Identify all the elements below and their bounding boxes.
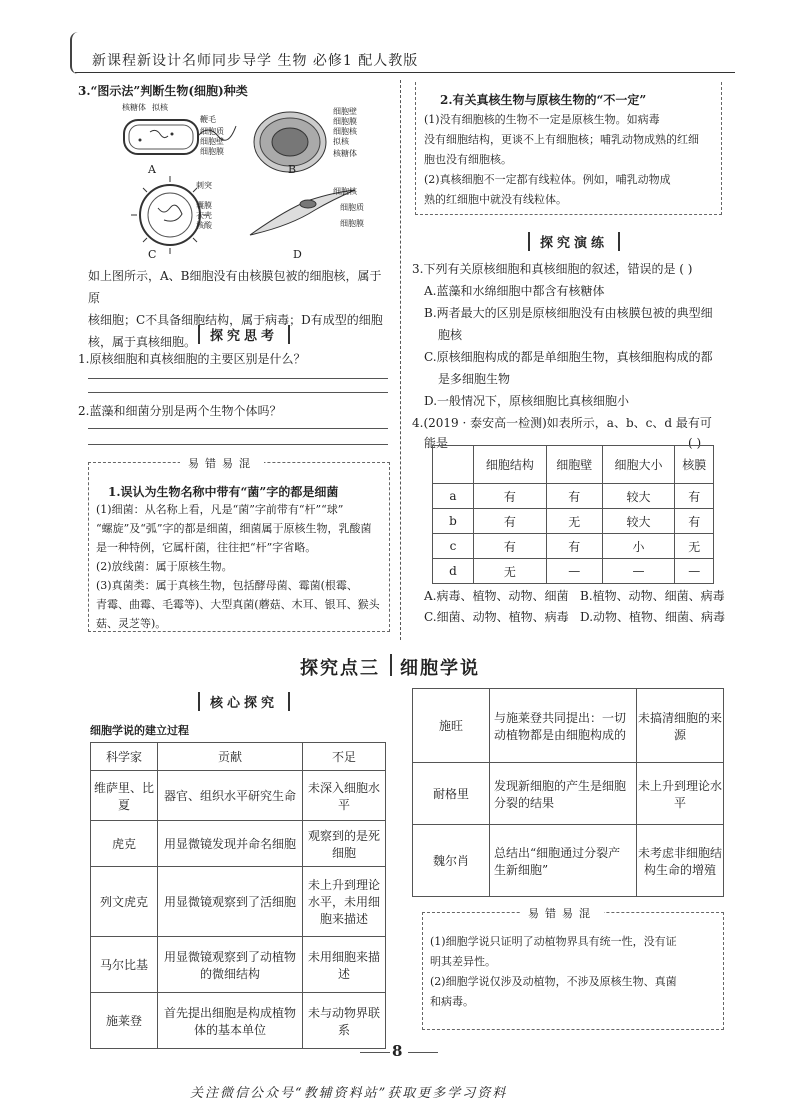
mistake-label-left: 易错易混 — [180, 455, 264, 471]
history-th-scientist: 科学家 — [91, 743, 158, 771]
q4-cell: 无 — [546, 509, 602, 534]
q4-option-a[interactable]: A.病毒、植物、动物、细菌 — [424, 589, 569, 603]
q4-table-header-row — [433, 446, 714, 484]
section3-title-right: 细胞学说 — [400, 658, 480, 679]
core-section-title: 核心探究 — [198, 692, 290, 711]
history-cell: 未上升到理论水平，未用细胞来描述 — [303, 867, 386, 937]
q3-option-d[interactable]: D.一般情况下，原核细胞比真核细胞小 — [424, 394, 630, 408]
history-cell: 用显微镜发现并命名细胞 — [158, 821, 303, 867]
history-cell: 马尔比基 — [91, 937, 158, 993]
page-number-rule-right — [408, 1052, 438, 1053]
q4-cell: 有 — [546, 534, 602, 559]
mistake-left-line-6: 青霉、曲霉、毛霉等)、大型真菌(蘑菇、木耳、银耳、猴头 — [96, 598, 380, 611]
cell-type-figure — [110, 100, 360, 260]
table-row — [433, 484, 714, 509]
fig-a-label-cellwall: 细胞壁 — [200, 137, 224, 146]
fig-d-label-membrane: 细胞膜 — [340, 219, 364, 228]
table-row — [433, 509, 714, 534]
q4-th-1: 细胞结构 — [474, 446, 547, 484]
q4-cell: 有 — [474, 534, 547, 559]
history-cell: 耐格里 — [413, 763, 490, 825]
history-cell: 未考虑非细胞结构生命的增殖 — [637, 825, 724, 897]
section3-title-divider — [390, 654, 392, 676]
table-row — [413, 689, 724, 763]
mistake-right-line-1: (1)细胞学说只证明了动植物界具有统一性，没有证 — [430, 935, 677, 948]
table-row — [433, 534, 714, 559]
q3-option-c-cont: 是多细胞生物 — [438, 372, 511, 386]
history-cell: 器官、组织水平研究生命 — [158, 771, 303, 821]
notsure-line-5: 熟的红细胞中就没有线粒体。 — [424, 193, 567, 206]
mistake-left-line-1: (1)细菌：从名称上看，凡是“菌”字前带有“杆”“球” — [96, 503, 344, 516]
history-cell: 与施莱登共同提出：一切动植物都是由细胞构成的 — [490, 689, 637, 763]
notsure-heading: 2.有关真核生物与原核生物的“不一定” — [440, 93, 647, 107]
notsure-line-2: 没有细胞结构，更谈不上有细胞核；哺乳动物成熟的红细 — [424, 133, 699, 146]
answer-line-2[interactable] — [88, 392, 388, 393]
fig-a-label-ribosome: 核糖体 — [122, 103, 146, 112]
history-cell: 发现新细胞的产生是细胞分裂的结果 — [490, 763, 637, 825]
fig-b-label-nucleus: 细胞核 — [333, 127, 357, 136]
q4-option-b[interactable]: B.植物、动物、细菌、病毒 — [580, 589, 725, 603]
notsure-body — [424, 110, 714, 210]
notsure-line-1: (1)没有细胞核的生物不一定是原核生物。如病毒 — [424, 113, 660, 126]
footer-promo: 关注微信公众号“教辅资料站”获取更多学习资料 — [190, 1086, 508, 1101]
q3-option-c[interactable]: C.原核细胞构成的都是单细胞生物，真核细胞构成的都 — [424, 350, 713, 364]
history-header-row — [91, 743, 386, 771]
q4-th-2: 细胞壁 — [546, 446, 602, 484]
mistake-left-line-3: 是一种特例，它属杆菌，往往把“杆”字省略。 — [96, 541, 317, 554]
notsure-line-3: 胞也没有细胞核。 — [424, 153, 512, 166]
fig-b-label-wall: 细胞壁 — [333, 107, 357, 116]
answer-line-3[interactable] — [88, 428, 388, 429]
table-row — [91, 993, 386, 1049]
fig-d-label-cytoplasm: 细胞质 — [340, 203, 364, 212]
q3-option-b-cont: 胞核 — [438, 328, 463, 342]
notsure-line-4: (2)真核细胞不一定都有线粒体。例如，哺乳动物成 — [424, 173, 671, 186]
mistake-left-line-4: (2)放线菌：属于原核生物。 — [96, 560, 233, 573]
history-th-shortcoming: 不足 — [303, 743, 386, 771]
think-question-1: 1.原核细胞和真核细胞的主要区别是什么？ — [78, 352, 306, 366]
mistake-right-line-3: (2)细胞学说仅涉及动植物，不涉及原核生物、真菌 — [430, 975, 677, 988]
fig-label-A: A — [148, 163, 156, 176]
history-table-continued — [412, 688, 724, 897]
q3-option-b[interactable]: B.两者最大的区别是原核细胞没有由核膜包被的典型细 — [424, 306, 713, 320]
fig-a-label-flagellum: 鞭毛 — [200, 115, 216, 124]
q4-cell: b — [433, 509, 474, 534]
mistake-body-right — [430, 932, 720, 1012]
mistake-left-line-7: 菇、灵芝等)。 — [96, 617, 167, 630]
q4-answer-paren[interactable]: ( ) — [688, 436, 702, 450]
q4-cell: 有 — [675, 484, 714, 509]
fig-b-label-nucleoid: 拟核 — [333, 137, 349, 146]
history-cell: 总结出“细胞通过分裂产生新细胞” — [490, 825, 637, 897]
history-table — [90, 742, 386, 1049]
column-divider — [400, 80, 401, 640]
history-cell: 维萨里、比夏 — [91, 771, 158, 821]
header-brace — [70, 32, 82, 74]
fig-b-label-membrane: 细胞膜 — [333, 117, 357, 126]
history-cell: 观察到的是死细胞 — [303, 821, 386, 867]
q4-table — [432, 445, 714, 584]
fig-c-label-envelope: 囊膜 — [196, 201, 212, 210]
fig-a-label-cytoplasm: 细胞质 — [200, 127, 224, 136]
q3-text-line-3: 核，属于真核细胞。 — [88, 335, 197, 349]
page-number-rule-left — [360, 1052, 390, 1053]
fig-a-label-nucleoid: 拟核 — [152, 103, 168, 112]
mistake-label-right: 易错易混 — [520, 905, 604, 921]
table-row — [91, 867, 386, 937]
practice-section-title: 探究演练 — [528, 232, 620, 251]
history-cell: 首先提出细胞是构成植物体的基本单位 — [158, 993, 303, 1049]
table-row — [91, 821, 386, 867]
history-cell: 未上升到理论水平 — [637, 763, 724, 825]
running-header: 新课程新设计名师同步导学 生物 必修1 配人教版 — [92, 53, 419, 69]
fig-c-label-capsid: 衣壳 — [196, 211, 212, 220]
think-section-title: 探究思考 — [198, 325, 290, 344]
q4-cell: 小 — [602, 534, 675, 559]
history-cell: 未用细胞来描述 — [303, 937, 386, 993]
mistake-heading-left: 1.误认为生物名称中带有“菌”字的都是细菌 — [108, 485, 339, 499]
q3-text-line-1: 如上图所示，A、B细胞没有由核膜包被的细胞核，属于原 — [88, 269, 382, 305]
answer-line-1[interactable] — [88, 378, 388, 379]
fig-a-label-membrane: 细胞膜 — [200, 147, 224, 156]
history-cell: 虎克 — [91, 821, 158, 867]
table-row — [433, 559, 714, 584]
fig-label-B: B — [288, 163, 297, 176]
history-cell: 未搞清细胞的来源 — [637, 689, 724, 763]
q4-cell: a — [433, 484, 474, 509]
history-cell: 用显微镜观察到了动植物的微细结构 — [158, 937, 303, 993]
header-rule — [75, 72, 735, 73]
q3-option-a[interactable]: A.蓝藻和水绵细胞中都含有核糖体 — [424, 284, 605, 298]
q4-cell: — — [546, 559, 602, 584]
q4-cell: c — [433, 534, 474, 559]
table-row — [413, 763, 724, 825]
fig-c-label-nucleicacid: 核酸 — [196, 221, 212, 230]
history-title: 细胞学说的建立过程 — [90, 724, 189, 737]
q4-cell: 较大 — [602, 484, 675, 509]
page-number: 8 — [392, 1042, 403, 1060]
q3-options — [424, 280, 729, 412]
q4-cell: d — [433, 559, 474, 584]
q4-cell: — — [675, 559, 714, 584]
q4-th-0 — [433, 446, 474, 484]
answer-line-4[interactable] — [88, 444, 388, 445]
q4-cell: 无 — [474, 559, 547, 584]
q4-option-d[interactable]: D.动物、植物、细菌、病毒 — [580, 610, 726, 624]
history-cell: 用显微镜观察到了活细胞 — [158, 867, 303, 937]
table-row — [91, 937, 386, 993]
q4-stem-line1: 4.(2019 · 泰安高一检测)如表所示，a、b、c、d 最有可 — [412, 416, 712, 430]
q4-cell: — — [602, 559, 675, 584]
table-row — [413, 825, 724, 897]
q4-th-4: 核膜 — [675, 446, 714, 484]
mistake-body-left — [96, 500, 386, 633]
fig-label-C: C — [148, 248, 157, 261]
mistake-right-line-2: 明其差异性。 — [430, 955, 496, 968]
q4-cell: 有 — [675, 509, 714, 534]
mistake-left-line-5: (3)真菌类：属于真核生物，包括酵母菌、霉菌(根霉、 — [96, 579, 358, 592]
q4-cell: 无 — [675, 534, 714, 559]
q4-option-c[interactable]: C.细菌、动物、植物、病毒 — [424, 610, 569, 624]
history-cell: 列文虎克 — [91, 867, 158, 937]
history-cell: 未深入细胞水平 — [303, 771, 386, 821]
think-question-2: 2.蓝藻和细菌分别是两个生物个体吗？ — [78, 404, 282, 418]
history-cell: 未与动物界联系 — [303, 993, 386, 1049]
history-cell: 施旺 — [413, 689, 490, 763]
q4-cell: 有 — [474, 484, 547, 509]
q3-text-line-2: 核细胞；C不具备细胞结构，属于病毒；D有成型的细胞 — [88, 313, 383, 327]
mistake-left-line-2: “螺旋”及“弧”字的都是细菌，细菌属于原核生物，乳酸菌 — [96, 522, 372, 535]
q4-cell: 较大 — [602, 509, 675, 534]
fig-b-label-ribosome: 核糖体 — [333, 149, 357, 158]
table-row — [91, 771, 386, 821]
q4-cell: 有 — [474, 509, 547, 534]
q4-th-3: 细胞大小 — [602, 446, 675, 484]
mistake-right-line-4: 和病毒。 — [430, 995, 474, 1008]
history-cell: 魏尔肖 — [413, 825, 490, 897]
fig-c-label-spike: 刺突 — [196, 181, 212, 190]
fig-d-label-nucleus: 细胞核 — [333, 187, 357, 196]
history-th-contribution: 贡献 — [158, 743, 303, 771]
history-cell: 施莱登 — [91, 993, 158, 1049]
q3-stem: 3.下列有关原核细胞和真核细胞的叙述，错误的是 ( ) — [412, 262, 693, 276]
q4-cell: 有 — [546, 484, 602, 509]
q4-stem-line2: 能是 — [424, 436, 449, 450]
q3-title: 3.“图示法”判断生物(细胞)种类 — [78, 84, 248, 98]
section3-title-left: 探究点三 — [300, 658, 380, 679]
fig-label-D: D — [293, 248, 302, 261]
